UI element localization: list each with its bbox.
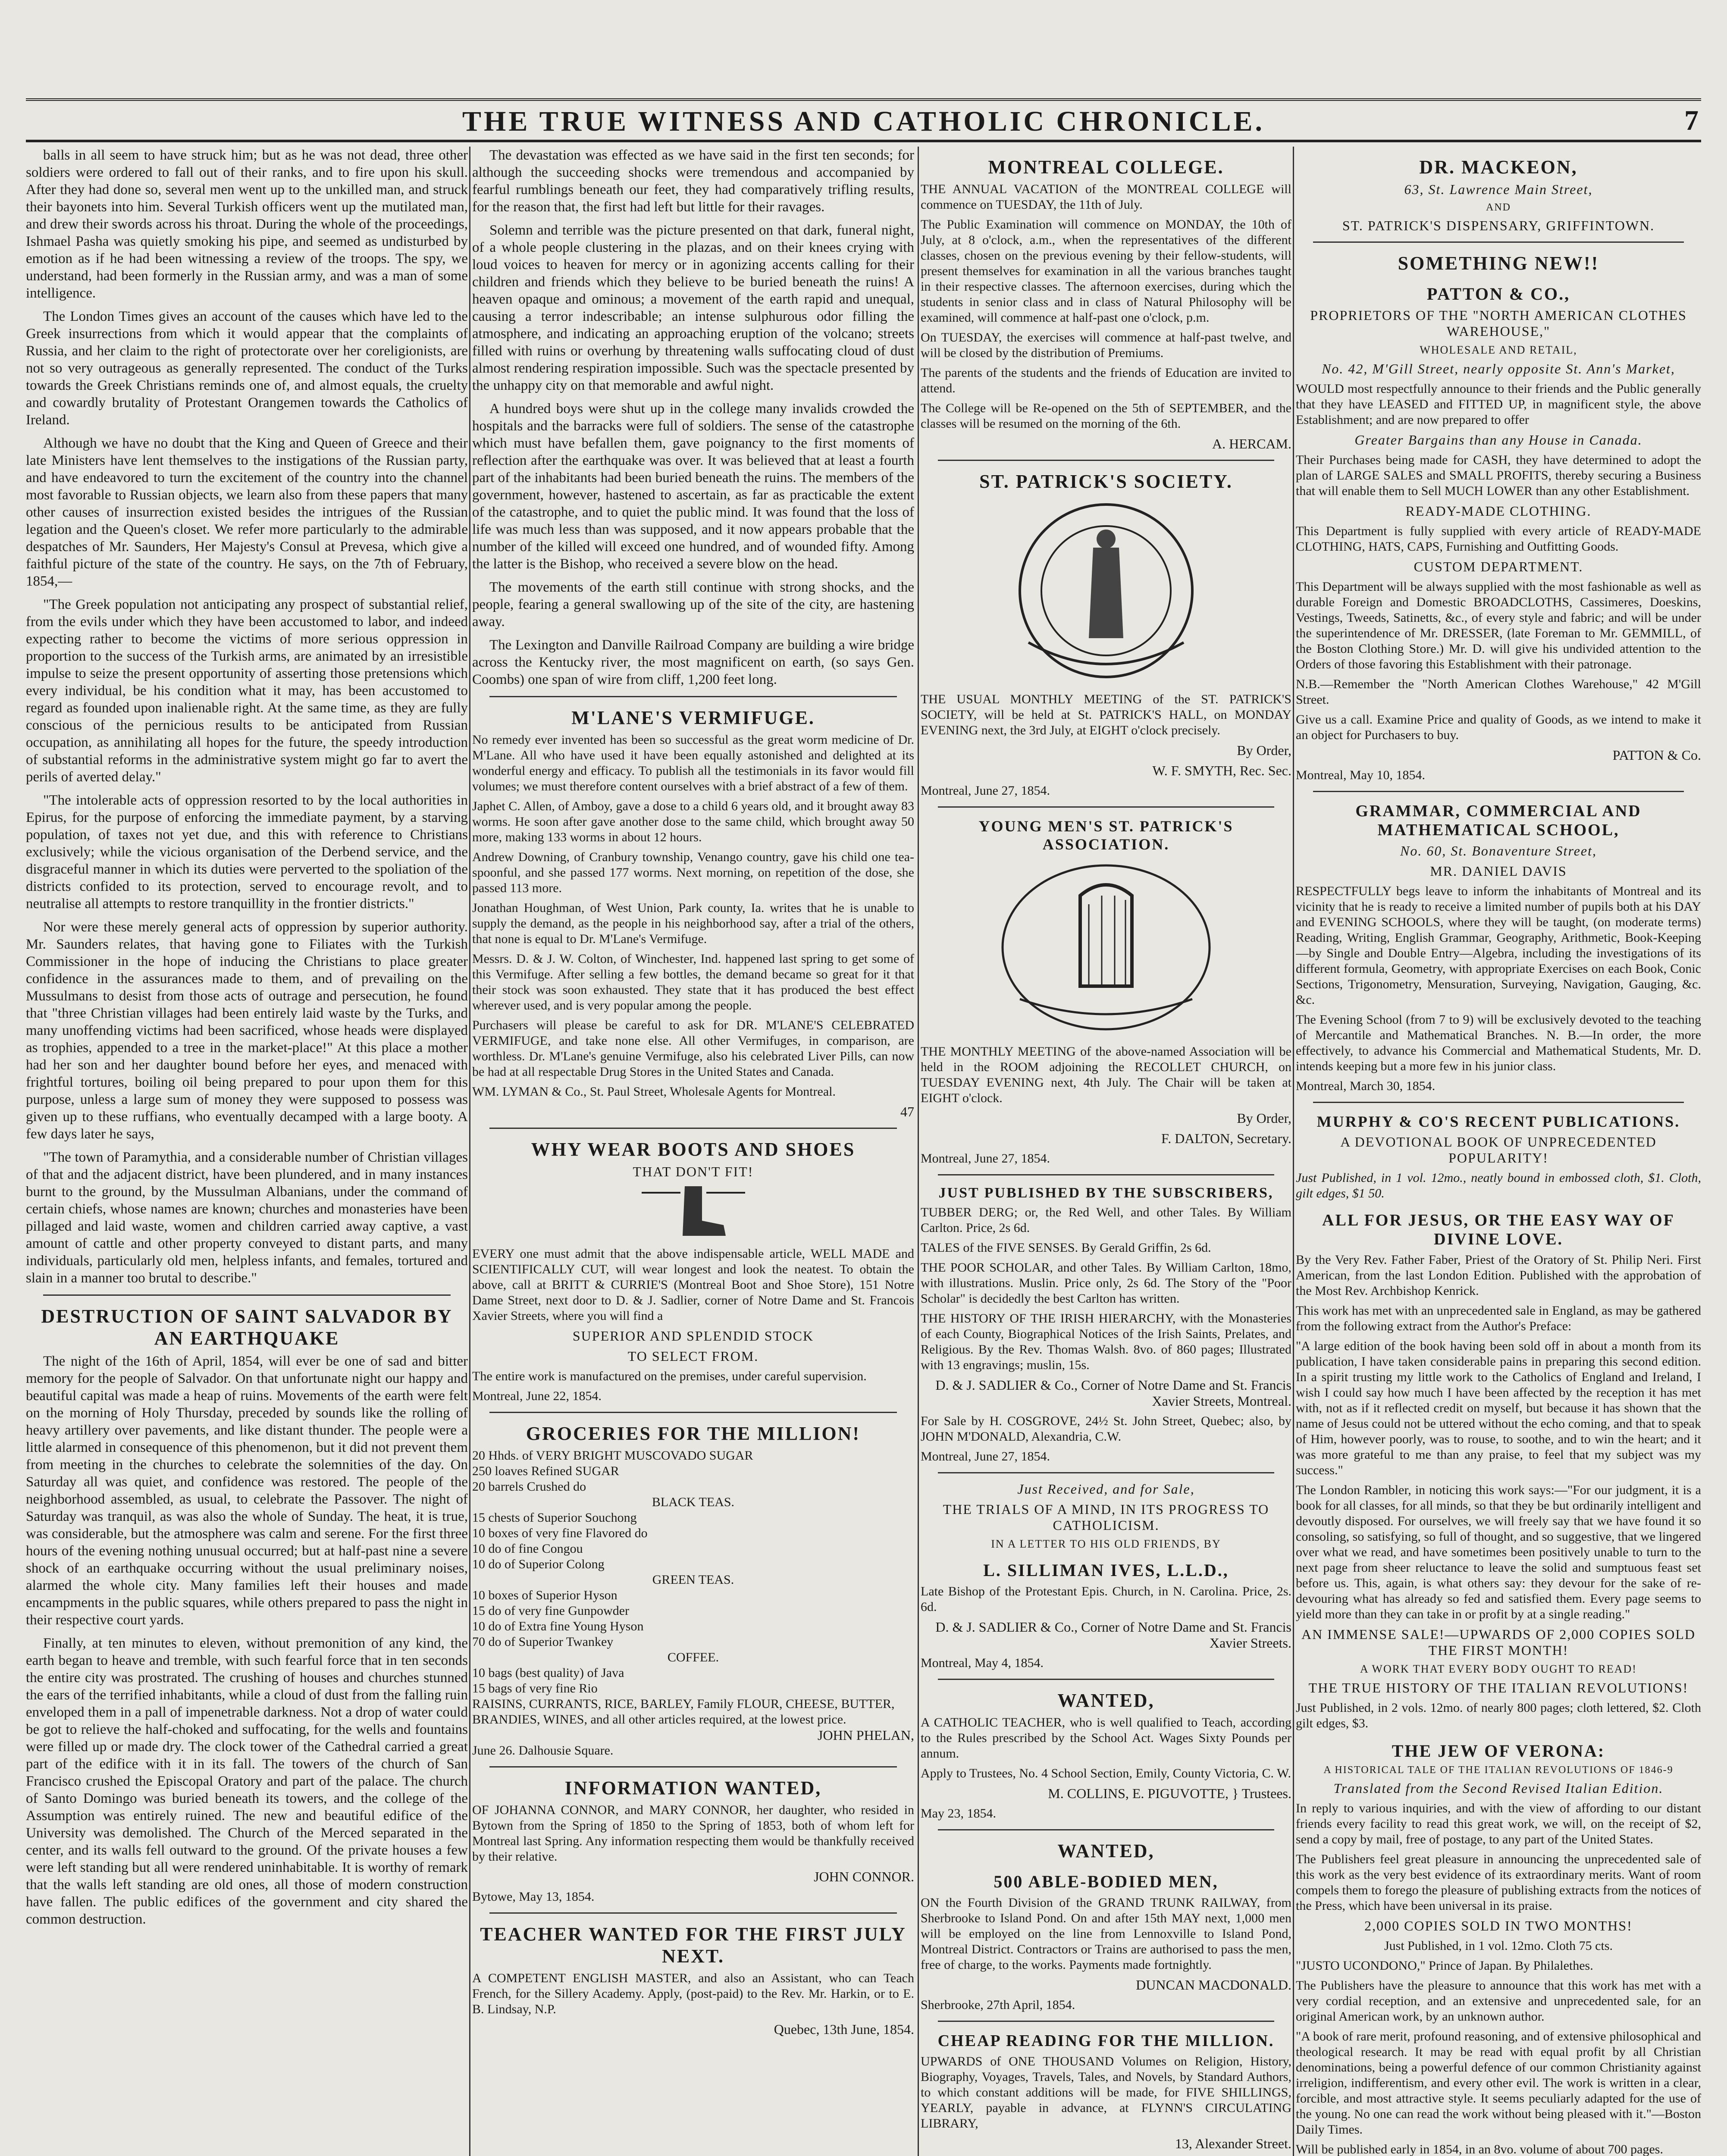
list-item: 20 barrels Crushed do [472,1479,586,1494]
ad-paragraph: THE POOR SCHOLAR, and other Tales. By William Carlton, 18mo, with illustrations. Muslin. Price only, 2s 6d. The Story of the "Poor Scholar" is decidedly the best Carlton has written. [921,1260,1291,1306]
divider [489,1412,897,1413]
list-item: 10 bags (best quality) of Java [472,1666,624,1680]
column-rule [469,147,470,2156]
ad-heading: SOMETHING NEW!! [1398,253,1599,274]
ad-date: May 23, 1854. [921,1806,996,1821]
ad-heading: GROCERIES FOR THE MILLION! [526,1423,861,1444]
ad-paragraph: For Sale by H. COSGROVE, 24½ St. John Street, Quebec; also, by JOHN M'DONALD, Alexandria, C.W. [921,1414,1291,1444]
divider [938,460,1274,461]
ad-date: Quebec, 13th June, 1854. [774,2021,914,2037]
ad-heading: CHEAP READING FOR THE MILLION. [937,2032,1275,2050]
ad-paragraph: The parents of the students and the friends of Education are invited to attend. [921,366,1291,395]
list-item: 10 do of Extra fine Young Hyson [472,1619,644,1633]
list-item: 10 do of Superior Colong [472,1557,605,1571]
masthead [26,98,1701,142]
ad-heading: JUST PUBLISHED BY THE SUBSCRIBERS, [938,1185,1274,1201]
ad-paragraph: Andrew Downing, of Cranbury township, Venango country, gave his child one tea-spoonful, and she passed 177 worms. Next morning, on repetition of the dose, she passed 113 more. [472,850,914,895]
ad-paragraph: THE USUAL MONTHLY MEETING of the ST. PATRICK'S SOCIETY, will be held at St. PATRICK'S HALL, on MONDAY EVENING next, the 3rd July, at EIGHT o'clock precisely. [921,692,1291,737]
ad-paragraph: The College will be Re-opened on the 5th of SEPTEMBER, and the classes will be resumed on the morning of the 6th. [921,401,1291,431]
ad-paragraph: EVERY one must admit that the above indispensable article, WELL MADE and SCIENTIFICALLY CUT, will wear longest and look the neatest. To obtain the above, call at BRITT & CURRIE'S (Montreal Boot and Shoe Store), 151 Notre Dame Street, next door to D. & J. Sadlier, corner of Notre Dame and St. Francois Xavier Streets, where you will find a [472,1247,914,1323]
divider [938,1829,1274,1830]
ad-heading: MONTREAL COLLEGE. [988,157,1224,178]
ad-signature: D. & J. SADLIER & Co., Corner of Notre Dame and St. Francis Xavier Streets. [935,1619,1291,1651]
ad-heading: WHY WEAR BOOTS AND SHOES [531,1139,856,1160]
ad-heading: Just Received, and for Sale, [1017,1481,1195,1497]
ad-subheading: IN A LETTER TO HIS OLD FRIENDS, BY [991,1538,1221,1550]
ad-subheading: 500 ABLE-BODIED MEN, [994,1872,1219,1891]
article-paragraph: The London Times gives an account of the causes which have led to the Greek insurrections from which it would appear that the complaints of Russia, and her claim to the right of protectorate over her coreligionists, are not so very outrageous as generally represented. The conduct of the Turks towards the Greek Christians reminds one of, and almost equals, the cruelty and cowardly brutality of Protestant Orangemen towards the Catholics of Ireland. [26,309,468,428]
article-paragraph: Nor were these merely general acts of oppression by superior authority. Mr. Saunders relates, that having gone to Filiates with the Turkish Commissioner in the hope of inducing the Christians to place greater confidence in the assurances made to them, and of prevailing on the Mussulmans to desist from those acts of outrage and persecution, he found that "three Christian villages had been entirely laid waste by the Turks, and many unoffending victims had been sacrificed, whose heads were displayed as trophies, appended to a tree in the market-place!" At this place a mother had her son and her daughter bound before her eyes, and menaced with frightful tortures, boiling oil being prepared to pour upon them for this purpose, unless a large sum of money they were supposed to possess was given up to these ruffians, who eventually decamped with a large booty. A few days later he says, [26,919,468,1142]
ad-paragraph: The Public Examination will commence on MONDAY, the 10th of July, at 8 o'clock, a.m., when the representatives of the different classes, chosen on the previous evening by their fellow-students, will present themselves for examination in all the various branches taught in their respective classes. The afternoon exercises, during which the students in senior class and in class of Natural Philosophy will be examined, will commence at half-past one o'clock, p.m. [921,217,1291,325]
ad-subheading: 2,000 COPIES SOLD IN TWO MONTHS! [1364,1918,1633,1934]
ad-paragraph: A CATHOLIC TEACHER, who is well qualified to Teach, according to the Rules prescribed by the School Act. Wages Sixty Pounds per annum. [921,1715,1291,1761]
divider [1313,791,1684,792]
ad-paragraph: Just Published, in 2 vols. 12mo. of nearly 800 pages; cloth lettered, $2. Cloth gilt edges, $3. [1296,1701,1701,1730]
divider [489,696,897,697]
article-paragraph: The night of the 16th of April, 1854, will ever be one of sad and bitter memory for the people of Salvador. On that unfortunate night our happy and beautiful capital was made a heap of ruins. Movements of the earth were felt on the morning of Holy Thursday, preceded by sounds like the rolling of heavy artillery over pavements, and like distant thunder. The people were a little alarmed in consequence of this phenomenon, but it did not prevent them from meeting in the churches to celebrate the solemnities of the day. On Saturday all was quiet, and confidence was restored. The people of the neighborhood assembled, as usual, to celebrate the Passover. The night of Saturday was tranquil, as was also the whole of Sunday. The heat, it is true, was considerable, but the atmosphere was calm and serene. For the first three hours of the evening nothing unusual occurred; but at half-past nine a severe shock of an earthquake occurring without the usual preliminary noises, alarmed the whole city. Many families left their houses and made encampments in the public squares, while others prepared to pass the night in their respective court yards. [26,1354,468,1628]
ad-paragraph: Jonathan Houghman, of West Union, Park county, Ia. writes that he is unable to supply the demand, as the people in his neighborhood say, after a trial of the others, that none is equal to Dr. M'Lane's Vermifuge. [472,901,914,946]
ad-subheading: WHOLESALE AND RETAIL, [1420,344,1577,356]
ad-signature: F. DALTON, Secretary. [1161,1131,1291,1146]
book-title: ALL FOR JESUS, OR THE EASY WAY OF DIVINE LOVE. [1322,1211,1675,1248]
society-seal-icon [1011,496,1201,686]
ad-paragraph: TALES of the FIVE SENSES. By Gerald Griffin, 2s 6d. [921,1241,1211,1255]
article-paragraph: A hundred boys were shut up in the college many invalids crowded the hospitals and the barracks were full of soldiers. The sense of the catastrophe which must have befallen them, gave poignancy to the first moments of reflection after the earthquake was over. It was believed that at least a fourth part of the inhabitants had been buried beneath the ruins. The members of the government, however, hastened to ascertain, as far as practicable the extent of the catastrophe, and to quiet the public mind. It was found that the loss of life was much less than was supposed, and it now appears probable that the number of the killed will exceed one hundred, and of wounded fifty. Among the latter is the Bishop, who received a severe blow on the head. [472,401,914,572]
ad-paragraph: Messrs. D. & J. W. Colton, of Winchester, Ind. happened last spring to get some of this Vermifuge. After selling a few bottles, the demand became so great for it that their stock was soon exhausted. They state that it has produced the best effect wherever used, and is very popular among the people. [472,952,914,1012]
list-item: 20 Hhds. of VERY BRIGHT MUSCOVADO SUGAR [472,1448,753,1463]
ad-paragraph: This Department will be always supplied with the most fashionable as well as durable Foreign and Domestic BROADCLOTHS, Cassimeres, Doeskins, Vestings, Tweeds, Satinetts, &c., of every style and fabric; and will be under the superintendence of Mr. DRESSER, (late Foreman to Mr. GEMMILL, of the Boston Clothing Store.) Mr. D. will give his undivided attention to the Orders of those favoring this Establishment with their patronage. [1296,580,1701,671]
ad-paragraph: WM. LYMAN & Co., St. Paul Street, Wholesale Agents for Montreal. [472,1084,836,1099]
ad-date: Sherbrooke, 27th April, 1854. [921,1998,1075,2012]
list-item: 10 do of fine Congou [472,1542,583,1556]
list-item: 15 do of very fine Gunpowder [472,1604,630,1618]
divider [489,1912,897,1914]
ad-heading: INFORMATION WANTED, [564,1777,822,1799]
ad-address: 13, Alexander Street. [1175,2136,1291,2151]
article-paragraph: Solemn and terrible was the picture presented on that dark, funeral night, of a whole people clustering in the plazas, and on their knees crying with loud voices to heaven for mercy or in agonizing accents calling for their children and friends which they believe to be buried beneath the ruins! A heaven opaque and ominous; a movement of the earth rapid and unequal, causing a terror indescribable; an intense sulphurous odor filling the atmosphere, and indicating an approaching eruption of the volcano; streets filled with ruins or overhung by threatening walls suffocating cloud of dust almost rendering respiration impossible. Such was the spectacle presented by the unhappy city on that memorable and awful night. [472,222,914,393]
article-paragraph: The devastation was effected as we have said in the first ten seconds; for although the succeeding shocks were tremendous and accompanied by fearful rumblings beneath our feet, they had comparatively trifling results, for the reason that, the first had left but little for their ravages. [472,147,914,215]
divider [1313,1102,1684,1103]
ad-heading: YOUNG MEN'S ST. PATRICK'S ASSOCIATION. [978,818,1234,853]
divider [938,1174,1274,1175]
ad-subheading: TO SELECT FROM. [627,1348,759,1364]
ad-date: Montreal, June 27, 1854. [921,1449,1050,1463]
ad-paragraph: N.B.—Remember the "North American Clothes Warehouse," 42 M'Gill Street. [1296,677,1701,707]
ad-paragraph: Their Purchases being made for CASH, they have determined to adopt the plan of LARGE SALES and SMALL PROFITS, thereby securing a Business that will enable them to Sell MUCH LOWER than any other Establishment. [1296,453,1701,498]
list-item: 15 bags of very fine Rio [472,1681,598,1695]
ad-date: Montreal, June 22, 1854. [472,1389,602,1403]
ad-paragraph: THE ANNUAL VACATION of the MONTREAL COLLEGE will commence on TUESDAY, the 11th of July. [921,182,1291,212]
ad-date: Montreal, June 27, 1854. [921,1151,1050,1166]
article-paragraph: Although we have no doubt that the King and Queen of Greece and their late Ministers have lent themselves to the instigations of the Russian party, and have endeavored to turn the excitement of the country into the channel most favorable to Russian objects, we learn also from these papers that many other causes of insurrection existed besides the intrigues of the Russian legation and the Queen's closet. We refer more particularly to the admirable despatches of Mr. Saunders, Her Majesty's Consul at Prevesa, which give a faithful picture of the state of the country. He says, on the 7th of February, 1854,— [26,436,468,589]
column-4 [1296,147,1701,2156]
column-2 [472,147,914,2156]
ad-paragraph: Just Published, in 1 vol. 12mo. Cloth 75 cts. [1384,1939,1613,1953]
ad-paragraph: RESPECTFULLY begs leave to inform the inhabitants of Montreal and its vicinity that he is ready to receive a limited number of pupils both at his DAY and EVENING SCHOOLS, where they will be taught, (on moderate terms) Reading, Writing, English Grammar, Geography, Arithmetic, Book-Keeping—by Single and Double Entry—Algebra, including the investigations of its different formula, Geometry, with appropriate Exercises on each Book, Conic Sections, Trigonometry, Mensuration, Surveying, Navigation, Gauging, &c. &c. [1296,884,1701,1007]
ad-paragraph: WOULD most respectfully announce to their friends and the Public generally that they have LEASED and FITTED UP, in magnificent style, the above Establishment; and are now prepared to offer [1296,382,1701,427]
ad-subheading: MR. DANIEL DAVIS [1430,863,1567,879]
ad-paragraph: UPWARDS of ONE THOUSAND Volumes on Religion, History, Biography, Voyages, Travels, Tales, and Novels, by Standard Authors, to which constant additions will be made, for FIVE SHILLINGS, YEARLY, payable in advance, at FLYNN'S CIRCULATING LIBRARY, [921,2054,1291,2131]
list-item: 15 chests of Superior Souchong [472,1510,637,1525]
ad-quote: "A large edition of the book having been sold off in about a month from its publication, I have taken considerable pains in preparing this second edition. In a spirit trusting my little work to the Catholics of England and Ireland, I wish I could say how much I have been affected by the reception it has met with, not as if it reflected credit on myself, but because it has shown that the name of Jesus could not be uttered without the echo coming, and that to speak of Him, however poorly, was to rouse, to soothe, and to win the heart; and it was more grateful to me than any praise, to feel that my subject was my success." [1296,1339,1701,1477]
list-item: 250 loaves Refined SUGAR [472,1464,619,1478]
divider [489,1128,897,1129]
ad-subheading: ST. PATRICK'S DISPENSARY, GRIFFINTOWN. [1342,218,1655,233]
ad-paragraph: Give us a call. Examine Price and quality of Goods, as we intend to make it an object for Purchasers to buy. [1296,712,1701,742]
ad-heading: DR. MACKEON, [1419,157,1578,178]
ad-number: 47 [900,1104,914,1119]
ad-order: By Order, [1237,743,1291,758]
ad-subheading: AND [1486,202,1511,213]
ad-paragraph: TUBBER DERG; or, the Red Well, and other Tales. By William Carlton. Price, 2s 6d. [921,1205,1291,1235]
ad-subheading: PATTON & CO., [1426,284,1570,304]
column-1 [26,147,468,2156]
harp-emblem-icon [994,857,1218,1038]
divider [938,2021,1274,2022]
ad-signature: M. COLLINS, E. PIGUVOTTE, } Trustees. [1048,1786,1291,1801]
list-item: 10 boxes of very fine Flavored do [472,1526,648,1540]
divider [938,1472,1274,1473]
page-number: 7 [1684,105,1699,136]
ad-signature: PATTON & Co. [1612,747,1701,763]
list-item: BLACK TEAS. [652,1495,735,1509]
newspaper-title: THE TRUE WITNESS AND CATHOLIC CHRONICLE. [462,106,1265,137]
ad-subheading: SUPERIOR AND SPLENDID STOCK [572,1328,814,1344]
ad-paragraph: Japhet C. Allen, of Amboy, gave a dose to a child 6 years old, and it brought away 83 worms. He soon after gave another dose to the same child, which brought away 50 more, making 133 worms in about 12 hours. [472,799,914,844]
ad-heading: GRAMMAR, COMMERCIAL AND MATHEMATICAL SCHOOL, [1355,802,1642,839]
ad-subheading: No. 60, St. Bonaventure Street, [1400,843,1597,859]
ad-paragraph: Will be published early in 1854, in an 8vo. volume of about 700 pages. [1296,2142,1663,2156]
ad-signature: A. HERCAM. [1212,436,1291,451]
ad-signature: DUNCAN MACDONALD. [1136,1977,1291,1993]
list-item: JOHN PHELAN, [818,1727,914,1743]
article-paragraph: The Lexington and Danville Railroad Company are building a wire bridge across the Kentucky river, the most magnificent on earth, (so says Gen. Coombs) one span of wire from cliff, 1,200 feet long. [472,637,914,687]
ad-paragraph: Apply to Trustees, No. 4 School Section, Emily, County Victoria, C. W. [921,1766,1291,1780]
ad-paragraph: A COMPETENT ENGLISH MASTER, and also an Assistant, who can Teach French, for the Sillery Academy. Apply, (post-paid) to the Rev. Mr. Harkin, or to E. B. Lindsay, N.P. [472,1971,914,2016]
ad-subheading: THE TRUE HISTORY OF THE ITALIAN REVOLUTIONS! [1308,1680,1689,1695]
boot-icon [637,1184,749,1240]
list-item: 10 boxes of Superior Hyson [472,1588,617,1602]
article-heading: DESTRUCTION OF SAINT SALVADOR BY AN EARTHQUAKE [41,1306,453,1349]
ad-subheading: A WORK THAT EVERY BODY OUGHT TO READ! [1360,1663,1637,1675]
ad-heading: ST. PATRICK'S SOCIETY. [979,471,1233,492]
ad-paragraph: The entire work is manufactured on the premises, under careful supervision. [472,1369,867,1383]
list-item: GREEN TEAS. [652,1573,734,1587]
ad-paragraph: OF JOHANNA CONNOR, and MARY CONNOR, her daughter, who resided in Bytown from the Spring of 1850 to the Spring of 1853, both of whom left for Montreal last Spring. Any information respecting them would be thankfully received by their relative. [472,1803,914,1864]
ad-subheading: PROPRIETORS OF THE "NORTH AMERICAN CLOTHES WAREHOUSE," [1310,307,1687,339]
ad-paragraph: On TUESDAY, the exercises will commence at half-past twelve, and will be closed by the distribution of Premiums. [921,330,1291,360]
divider [1313,241,1684,243]
ad-paragraph: The Publishers have the pleasure to announce that this work has met with a very cordial reception, and an extensive and unprecedented sale, for an original American work, by an unknown author. [1296,1978,1701,2024]
ad-heading: TEACHER WANTED FOR THE FIRST JULY NEXT. [480,1924,906,1967]
divider [938,1679,1274,1680]
ad-paragraph: The Publishers feel great pleasure in announcing the unprecedented sale of this work as the very best evidence of its extraordinary merits. Want of room compels them to forego the pleasure of publishing extracts from the notices of the Press, which have been universal in its praise. [1296,1852,1701,1913]
ad-subheading: AN IMMENSE SALE!—UPWARDS OF 2,000 COPIES SOLD THE FIRST MONTH! [1301,1626,1696,1658]
book-title: THE JEW OF VERONA: [1392,1741,1605,1761]
ad-paragraph: In reply to various inquiries, and with the view of affording to our distant friends every facility to read this great work, we will, on the receipt of $2, send a copy by mail, free of postage, to any part of the United States. [1296,1801,1701,1846]
ad-paragraph: By the Very Rev. Father Faber, Priest of the Oratory of St. Philip Neri. First American, from the last London Edition. Published with the approbation of the Most Rev. Archbishop Kenrick. [1296,1253,1701,1298]
ad-paragraph: "JUSTO UCONDONO," Prince of Japan. By Philalethes. [1296,1959,1593,1973]
ad-date: Montreal, June 27, 1854. [921,783,1050,798]
ad-author: L. SILLIMAN IVES, L.L.D., [983,1561,1229,1580]
column-rule [1293,147,1294,2156]
ad-subheading: CUSTOM DEPARTMENT. [1414,559,1583,574]
ad-date: Montreal, March 30, 1854. [1296,1079,1436,1093]
list-item: RAISINS, CURRANTS, RICE, BARLEY, Family FLOUR, CHEESE, BUTTER, BRANDIES, WINES, and all other articles required, at the lowest price. [472,1697,895,1727]
ad-subheading: THAT DON'T FIT! [633,1164,754,1179]
ad-signature: JOHN CONNOR. [814,1869,914,1884]
ad-subheading: Translated from the Second Revised Italian Edition. [1333,1780,1664,1796]
groceries-list [472,1448,914,1758]
article-paragraph: "The town of Paramythia, and a considerable number of Christian villages of that and the adjacent district, have been plundered, and in many instances burnt to the ground, by the Mussulman Albanians, under the command of certain chiefs, whose names are known; churches and monasteries have been pillaged and laid waste, women and children carried away captive, a vast amount of cattle and other property conveyed to distant parts, and many individuals, particularly old men, helpless infants, and females, tortured and slain in a manner too brutal to describe." [26,1150,468,1286]
ad-signature: D. & J. SADLIER & Co., Corner of Notre Dame and St. Francis Xavier Streets, Montreal. [935,1377,1291,1409]
article-paragraph: "The Greek population not anticipating any prospect of substantial relief, from the evils under which they have been accustomed to labor, and indeed expecting rather to become the victims of more serious oppression in proportion to the success of the Turkish arms, are animated by an irresistible impulse to seize the present opportunity of asserting those pretensions which every individual, be his condition what it may, has been accustomed to regard as founded upon inalienable right. At the same time, as they are fully conscious of the pernicious results to be anticipated from Russian occupation, as annihilating all hopes for the future, the speedy introduction of substantial reforms in the administrative system might go far to avert the perils of averted delay." [26,597,468,785]
ad-signature: W. F. SMYTH, Rec. Sec. [1152,763,1291,778]
list-item: COFFEE. [667,1650,719,1664]
ad-subheading: READY-MADE CLOTHING. [1405,503,1592,519]
column-rule [918,147,919,2156]
ad-date: Montreal, May 10, 1854. [1296,768,1425,782]
ad-paragraph: This Department is fully supplied with every article of READY-MADE CLOTHING, HATS, CAPS, Furnishing and Outfitting Goods. [1296,524,1701,554]
ad-heading: WANTED, [1057,1690,1155,1711]
ad-subheading: A DEVOTIONAL BOOK OF UNPRECEDENTED POPULARITY! [1340,1134,1657,1166]
ad-paragraph: Just Published, in 1 vol. 12mo., neatly bound in embossed cloth, $1. Cloth, gilt edges, $1 50. [1296,1171,1701,1200]
ad-paragraph: Late Bishop of the Protestant Epis. Church, in N. Carolina. Price, 2s. 6d. [921,1584,1291,1614]
ad-subheading: Greater Bargains than any House in Canada. [1354,432,1642,448]
ad-paragraph: THE MONTHLY MEETING of the above-named Association will be held in the ROOM adjoining the RECOLLET CHURCH, on TUESDAY EVENING next, 4th July. The Chair will be taken at EIGHT o'clock. [921,1044,1291,1105]
ad-heading: MURPHY & CO'S RECENT PUBLICATIONS. [1316,1113,1680,1130]
ad-paragraph: No remedy ever invented has been so successful as the great worm medicine of Dr. M'Lane. All who have used it have been equally astonished and delighted at its wonderful energy and efficacy. To publish all the testimonials in its favor would fill volumes; we must therefore content ourselves with a brief abstract of a few of them. [472,733,914,793]
ad-heading: WANTED, [1057,1840,1155,1861]
ad-subheading: 63, St. Lawrence Main Street, [1404,182,1593,197]
article-paragraph: balls in all seem to have struck him; but as he was not dead, three other soldiers were ordered to fall out of their ranks, and to fire upon his skull. After they had done so, several men went up to the unkilled man, and struck their bayonets into him. Several Turkish officers went up the mutilated man, and drew their swords across his throat. During the whole of the proceedings, Ishmael Pasha was quietly smoking his pipe, and seemed as undisturbed by emotion as if he had been witnessing a review of the troops. The spy, we understand, had been formerly in the Russian army, and was a man of some intelligence. [26,147,468,301]
ad-heading: M'LANE'S VERMIFUGE. [571,707,815,728]
ad-quote: "A book of rare merit, profound reasoning, and of extensive philosophical and theological research. It may be read with equal profit by all Christian denominations, being a powerful defence of our common Christianity against irreligion, indifferentism, and every other evil. The work is written in a clear, forcible, and most attractive style. It seems peculiarly adapted for the use of the young. No one can read the work without being pleased with it."—Boston Daily Times. [1296,2029,1701,2137]
article-paragraph: The movements of the earth still continue with strong shocks, and the people, fearing a general swallowing up of the site of the city, are hastening away. [472,580,914,630]
ad-quote: The London Rambler, in noticing this work says:—"For our judgment, it is a book for all classes, for all minds, so that they be but ordinarily intelligent and devoutly disposed. For ourselves, we will freely say that we have found it so consoling, so satisfying, so full of thought, and so suggestive, that we lingered over what we read, and have sometimes been positively unable to turn to the next page from sheer reluctance to leave the solid and sumptuous feast set before us. This, again, is what others say: they devour for the sake of re-devouring what has already so fed and satisfied them. Every page seems to yield more than they can take in or profit by at a single reading." [1296,1483,1701,1621]
list-item: 70 do of Superior Twankey [472,1635,614,1649]
ad-subheading: No. 42, M'Gill Street, nearly opposite St. Ann's Market, [1322,361,1675,376]
ad-subheading: THE TRIALS OF A MIND, IN ITS PROGRESS TO CATHOLICISM. [943,1501,1269,1533]
ad-order: By Order, [1237,1110,1291,1126]
column-3 [921,147,1291,2156]
ad-paragraph: THE HISTORY OF THE IRISH HIERARCHY, with the Monasteries of each County, Biographical Notices of the Irish Saints, Prelates, and Religious. By the Rev. Thomas Walsh. 8vo. of 860 pages; Illustrated with 13 engravings; muslin, 15s. [921,1311,1291,1372]
divider [43,1294,451,1296]
ad-date: Montreal, May 4, 1854. [921,1656,1044,1670]
ad-date: Bytowe, May 13, 1854. [472,1890,595,1904]
divider [489,1766,897,1767]
ad-paragraph: The Evening School (from 7 to 9) will be exclusively devoted to the teaching of Mercantile and Mathematical Branches. N. B.—In order, the more effectively, to advance his Commercial and Mathematical Students, Mr. D. intends keeping but a more few in his junior class. [1296,1012,1701,1073]
article-paragraph: Finally, at ten minutes to eleven, without premonition of any kind, the earth began to heave and tremble, with such fearful force that in ten seconds the entire city was prostrated. The crushing of houses and churches stunned the ears of the terrified inhabitants, while a cloud of dust from the falling ruin enveloped them in a pall of impenetrable darkness. Not a drop of water could be got to relieve the half-choked and suffocating, for the wells and fountains were filled up or made dry. The clock tower of the Cathedral carried a great part of the edifice with it in its fall. The towers of the church of San Francisco crushed the Episcopal Oratory and part of the palace. The church of Santo Domingo was buried beneath its towers, and the college of the Assumption was entirely ruined. The new and beautiful edifice of the University was demolished. The Church of the Merced separated in the center, and its walls fell outward to the ground. Of the private houses a few were left standing but all were rendered uninhabitable. It is worthy of remark that the walls left standing are old ones, all those of modern construction have fallen. The public edifices of the government and city shared the common destruction. [26,1636,468,1927]
ad-paragraph: Purchasers will please be careful to ask for DR. M'LANE'S CELEBRATED VERMIFUGE, and take none else. All other Vermifuges, in comparison, are worthless. Dr. M'Lane's genuine Vermifuge, also his celebrated Liver Pills, can now be had at all respectable Drug Stores in the United States and Canada. [472,1018,914,1079]
ad-paragraph: This work has met with an unprecedented sale in England, as may be gathered from the following extract from the Author's Preface: [1296,1304,1701,1333]
ad-subheading: A HISTORICAL TALE OF THE ITALIAN REVOLUTIONS OF 1846-9 [1323,1764,1674,1776]
list-item: June 26. Dalhousie Square. [472,1743,614,1758]
divider [938,806,1274,808]
ad-paragraph: ON the Fourth Division of the GRAND TRUNK RAILWAY, from Sherbrooke to Island Pond. On and after 15th MAY next, 1,000 men will be employed on the line from Lennoxville to Island Pond, Montreal District. Contractors or Trains are authorised to pass the men, free of charge, to the works. Payments made fortnightly. [921,1896,1291,1972]
article-paragraph: "The intolerable acts of oppression resorted to by the local authorities in Epirus, for the purpose of enforcing the immediate payment, by a starving population, of taxes not yet due, and this with reference to Christians exclusively; while the vicious organisation of the Derbend service, and the disgraceful manner in which its duties were perverted to the spoliation of the districts confided to its protection, served to encourage revolt, and to neutralise all attempts to restore tranquillity in the frontier districts." [26,793,468,912]
